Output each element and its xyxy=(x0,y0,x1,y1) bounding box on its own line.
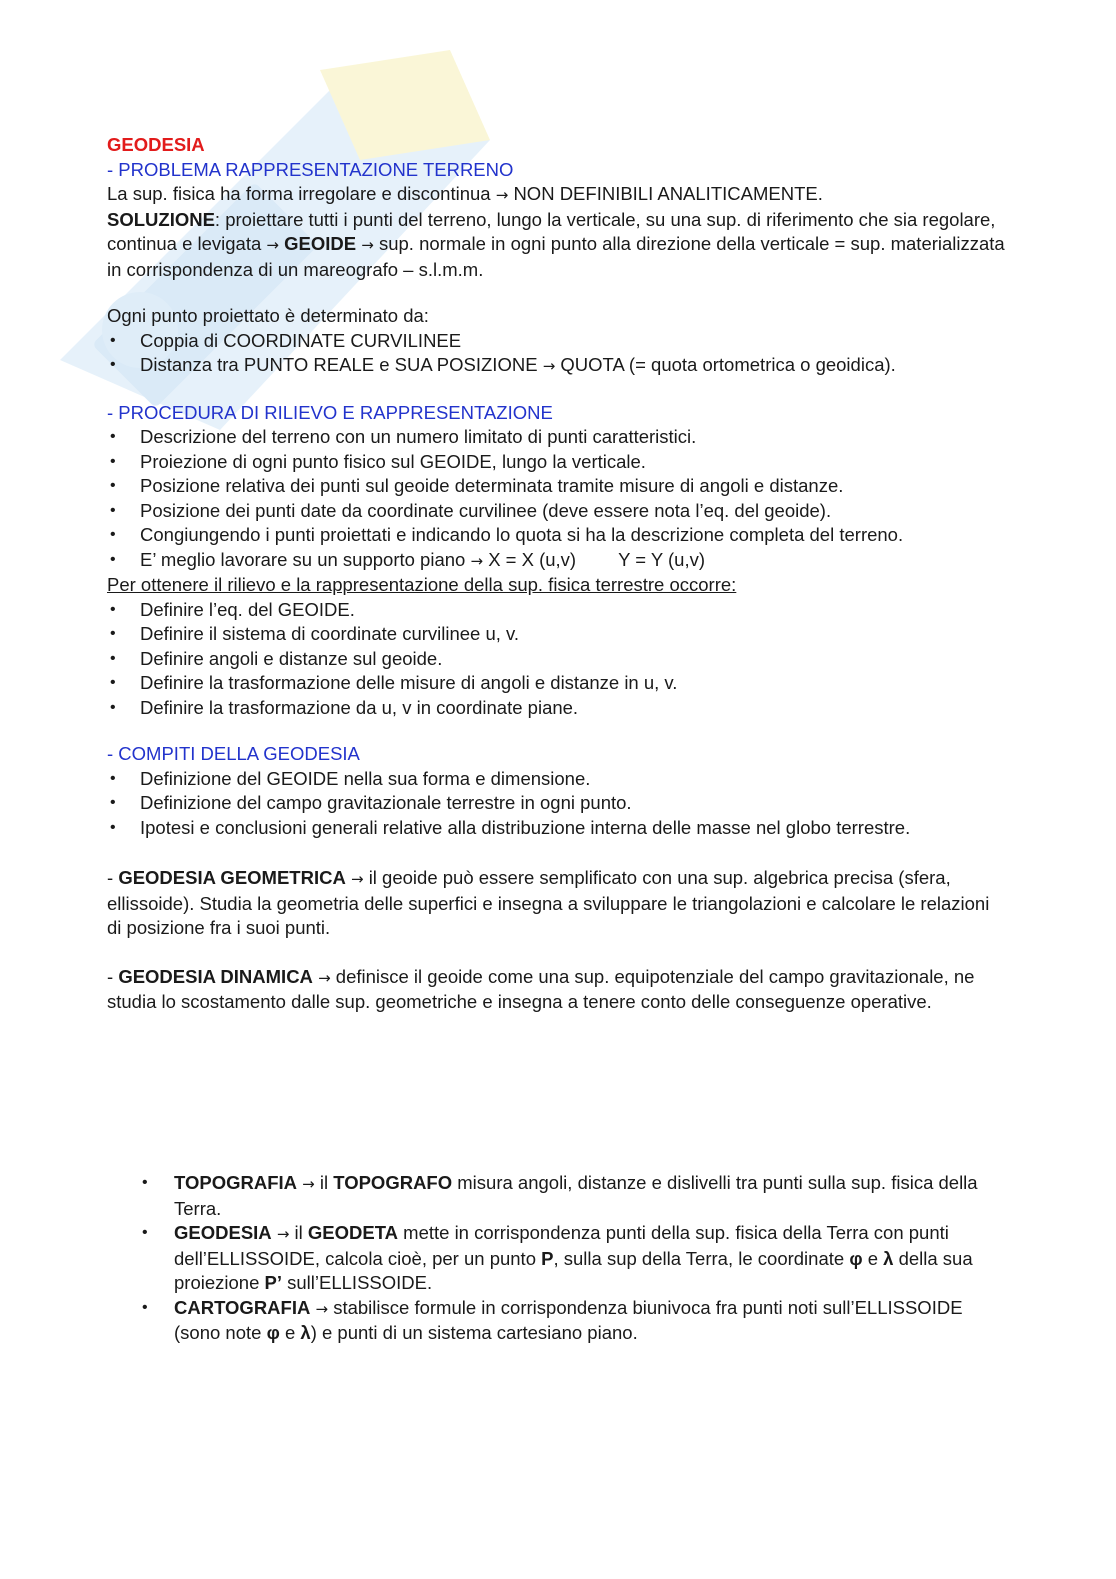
list-item: • Coppia di COORDINATE CURVILINEE xyxy=(107,329,1007,354)
paragraph-sup-fisica: La sup. fisica ha forma irregolare e discontinua → NON DEFINIBILI ANALITICAMENTE. xyxy=(107,183,823,204)
lower-definitions xyxy=(140,1171,1000,1346)
list-item: • Definizione del GEOIDE nella sua forma e dimensione. xyxy=(107,767,1007,792)
arrow-icon: → xyxy=(470,551,484,570)
list-item-cartografia: • CARTOGRAFIA → stabilisce formule in corrispondenza biunivoca fra punti noti sull’ELLISSOIDE (sono note φ e λ) e punti di un sistema cartesiano piano. xyxy=(140,1296,1000,1346)
arrow-icon: → xyxy=(302,1175,315,1193)
list-occorre xyxy=(107,598,1007,721)
list-item: • Posizione dei punti date da coordinate curvilinee (deve essere nota l’eq. del geoide). xyxy=(107,499,1007,524)
list-item: • Definire l’eq. del GEOIDE. xyxy=(107,598,1007,623)
document-body xyxy=(107,133,1007,1015)
list-item: • Proiezione di ogni punto fisico sul GEOIDE, lungo la verticale. xyxy=(107,450,1007,475)
section-heading-compiti: - COMPITI DELLA GEODESIA xyxy=(107,743,360,764)
list-item: • Ipotesi e conclusioni generali relative alla distribuzione interna delle masse nel globo terrestre. xyxy=(107,816,1007,841)
underlined-subheading: Per ottenere il rilievo e la rappresentazione della sup. fisica terrestre occorre: xyxy=(107,574,737,595)
list-item: • Definizione del campo gravitazionale terrestre in ogni punto. xyxy=(107,791,1007,816)
paragraph-geodesia-dinamica: - GEODESIA DINAMICA → definisce il geoide come una sup. equipotenziale del campo gravitazionale, ne studia lo scostamento dalle sup. geometriche e insegna a tenere conto delle conseguenze operative. xyxy=(107,965,975,1012)
list-item-topografia: • TOPOGRAFIA → il TOPOGRAFO misura angoli, distanze e dislivelli tra punti sulla sup. fisica della Terra. xyxy=(140,1171,1000,1221)
list-item: • Descrizione del terreno con un numero limitato di punti caratteristici. xyxy=(107,425,1007,450)
arrow-icon: → xyxy=(350,870,364,888)
list-item: • Definire la trasformazione delle misure di angoli e distanze in u, v. xyxy=(107,671,1007,696)
list-item: • Congiungendo i punti proiettati e indicando lo quota si ha la descrizione completa del terreno. xyxy=(107,523,1007,548)
list-punto-proiettato xyxy=(107,329,1007,379)
section-heading-problema: - PROBLEMA RAPPRESENTAZIONE TERRENO xyxy=(107,158,514,180)
list-item: • E’ meglio lavorare su un supporto piano → X = X (u,v) Y = Y (u,v) xyxy=(107,548,1007,574)
arrow-icon: → xyxy=(276,1225,290,1243)
list-item: • Distanza tra PUNTO REALE e SUA POSIZIONE → QUOTA (= quota ortometrica o geoidica). xyxy=(107,353,1007,379)
arrow-icon: → xyxy=(315,1299,329,1318)
list-item: • Definire la trasformazione da u, v in coordinate piane. xyxy=(107,696,1007,721)
list-item: • Posizione relativa dei punti sul geoide determinata tramite misure di angoli e distanze. xyxy=(107,474,1007,499)
list-procedura xyxy=(107,425,1007,573)
section-heading-procedura: - PROCEDURA DI RILIEVO E RAPPRESENTAZIONE xyxy=(107,401,553,423)
list-compiti xyxy=(107,767,1007,841)
arrow-icon: → xyxy=(361,236,374,254)
list-discipline xyxy=(140,1171,1000,1346)
list-item: • Definire angoli e distanze sul geoide. xyxy=(107,647,1007,672)
list-item-geodesia: • GEODESIA → il GEODETA mette in corrispondenza punti della sup. fisica della Terra con punti dell’ELLISSOIDE, calcola cioè, per un punto P, sulla sup della Terra, le coordinate φ e λ della sua proiezione P’ sull’ELLISSOIDE. xyxy=(140,1221,1000,1296)
paragraph-ogni-punto: Ogni punto proiettato è determinato da: xyxy=(107,305,429,326)
list-item: • Definire il sistema di coordinate curvilinee u, v. xyxy=(107,622,1007,647)
paragraph-geodesia-geometrica: - GEODESIA GEOMETRICA → il geoide può essere semplificato con una sup. algebrica precisa (sfera, ellissoide). Studia la geometria delle superfici e insegna a sviluppare le triangolazioni e calcolare le relazioni di posizione fra i suoi punti. xyxy=(107,867,990,938)
document-title: GEODESIA xyxy=(107,134,205,155)
arrow-icon: → xyxy=(495,186,509,204)
paragraph-soluzione: SOLUZIONE: proiettare tutti i punti del terreno, lungo la verticale, su una sup. di riferimento che sia regolare, continua e levigata → GEOIDE → sup. normale in ogni punto alla direzione della verticale = sup. materializzata in corrispondenza di un mareografo – s.l.m.m. xyxy=(107,208,1005,280)
arrow-icon: → xyxy=(542,357,556,375)
arrow-icon: → xyxy=(318,968,331,987)
arrow-icon: → xyxy=(266,236,279,254)
